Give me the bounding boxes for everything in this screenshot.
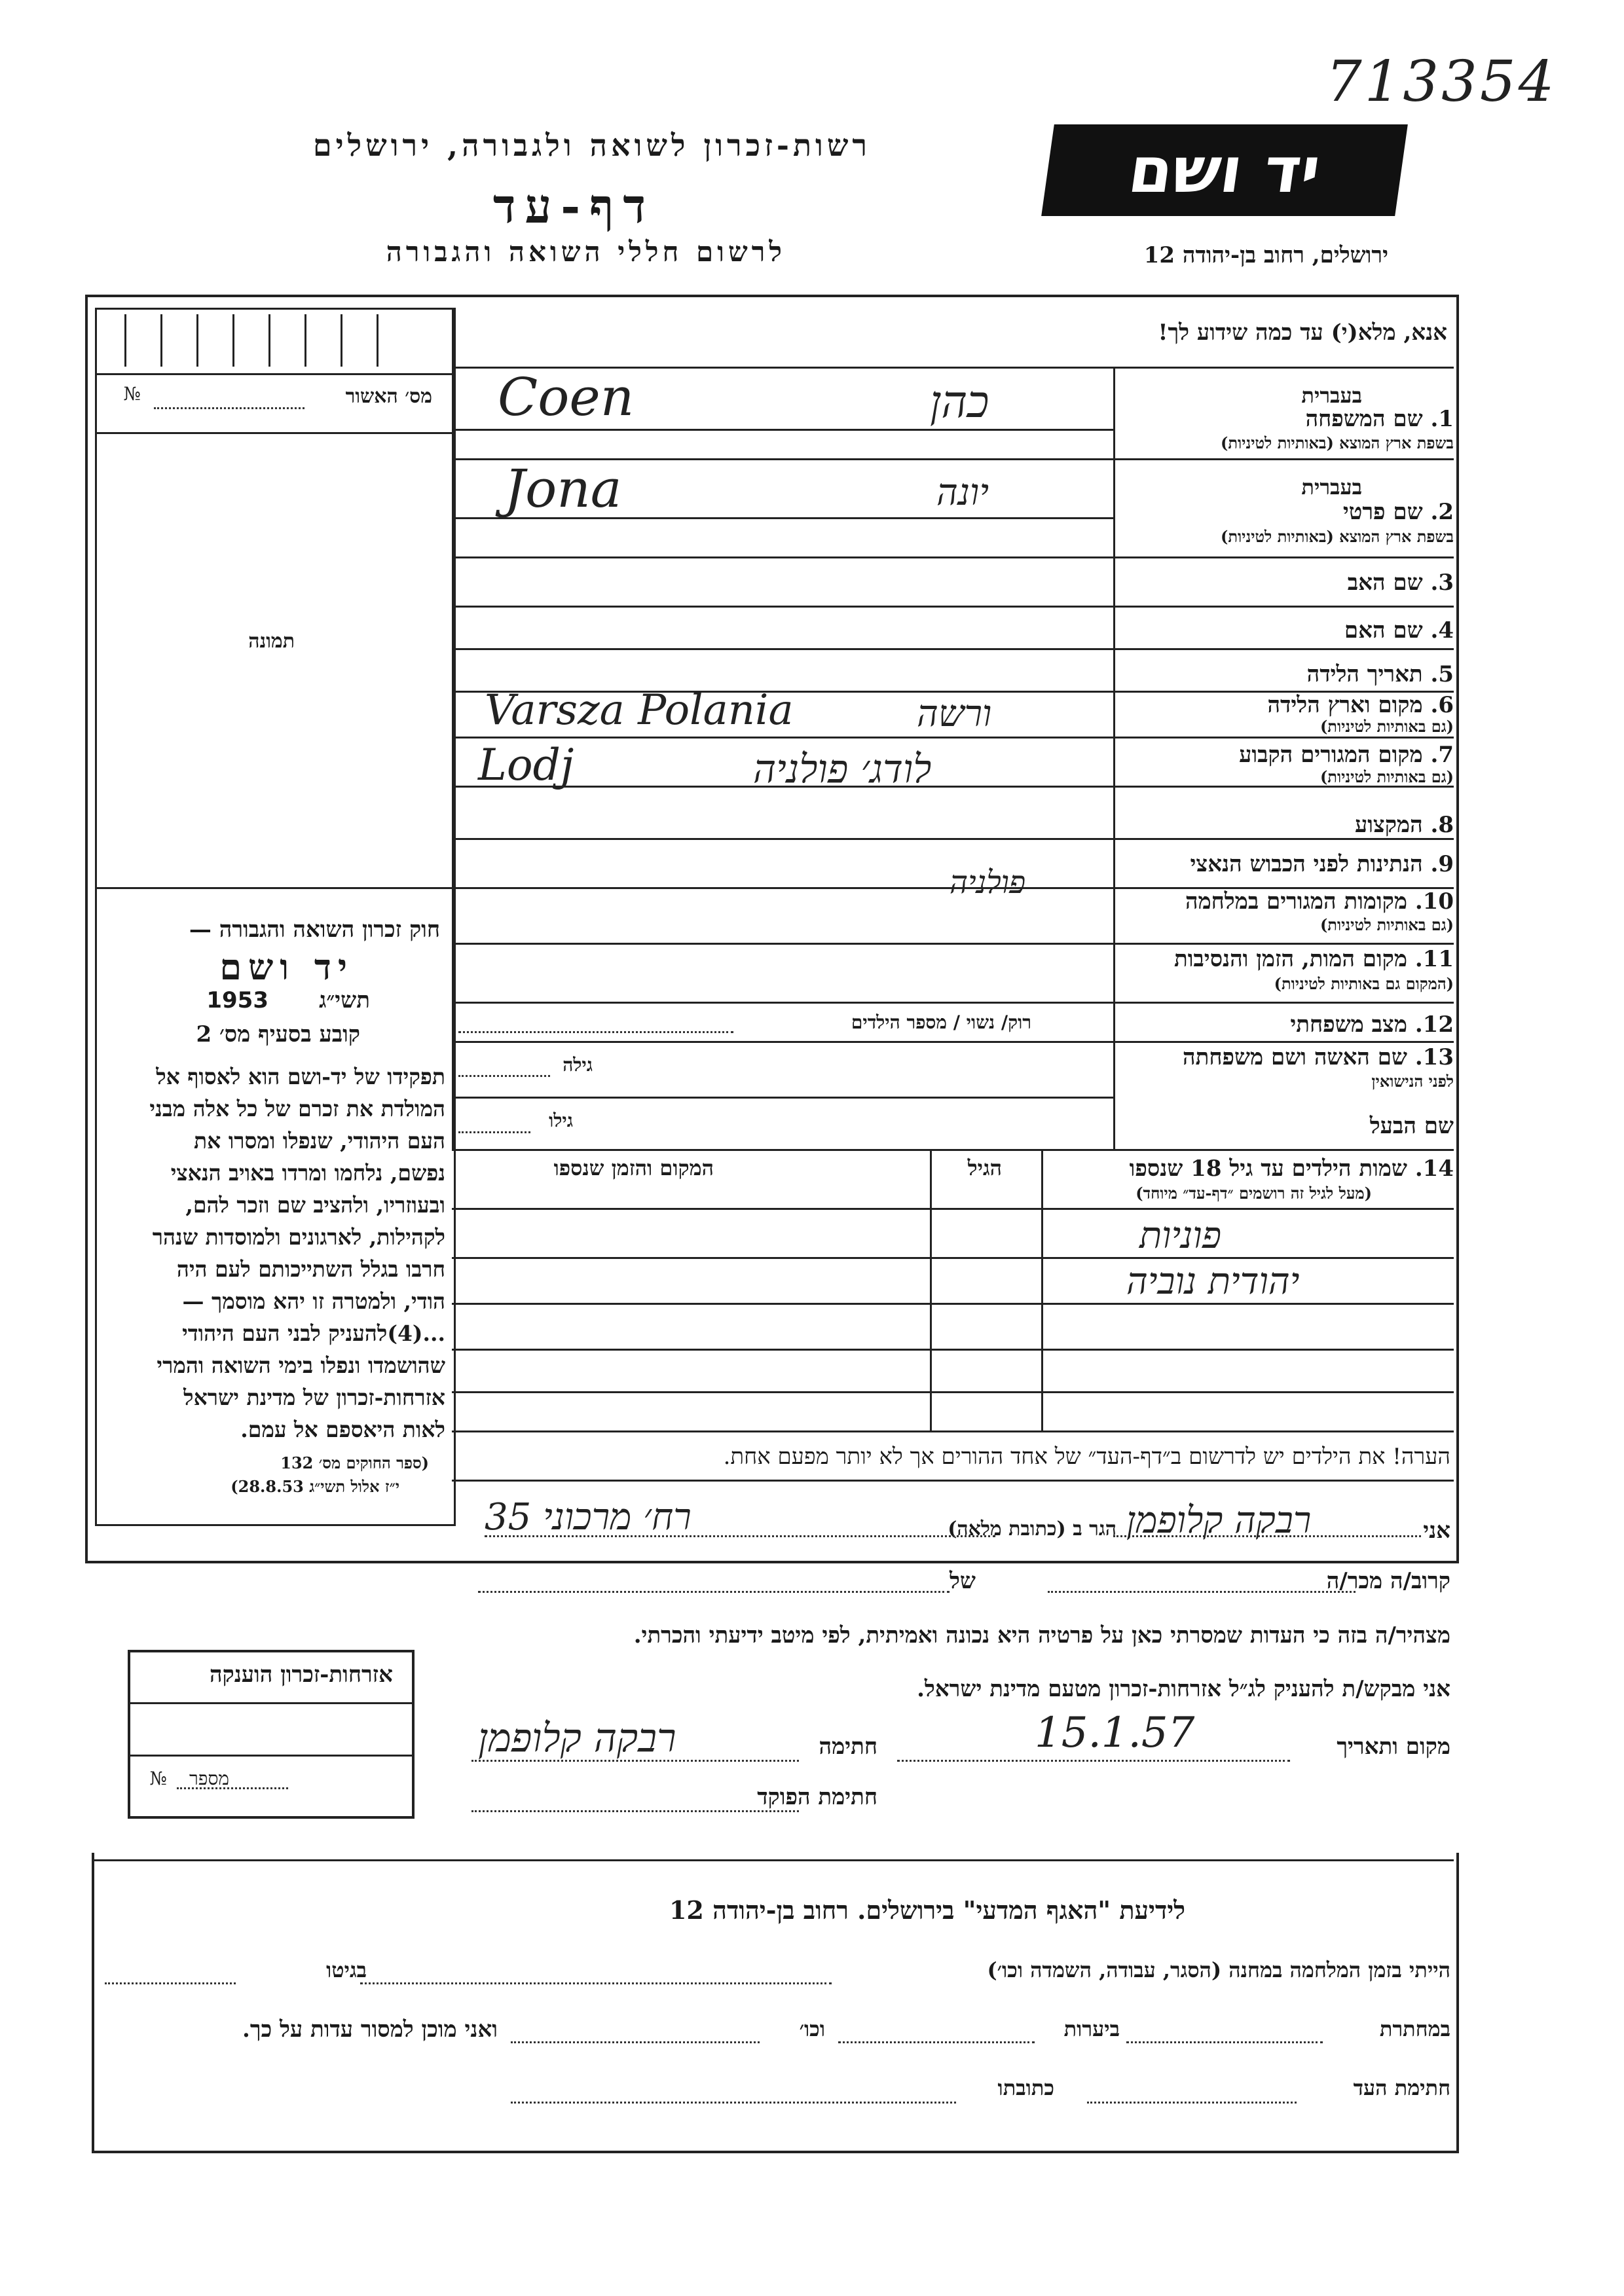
photo-label: תמונה — [248, 630, 295, 653]
address: ירושלים, רחוב בן-יהודה 12 — [1143, 242, 1388, 268]
fill-prompt: אנא, מלא(י) עד כמה שידוע לך! — [1158, 319, 1447, 346]
answer-birthplace-latin: Varsza Polania — [485, 686, 794, 735]
form-subtitle: לרשום חללי השואה והגבורה — [386, 236, 786, 268]
label-wife-sub: לפני הנישואין — [1371, 1072, 1454, 1091]
resides-label: הגר ב (כתובת מלאה) — [948, 1518, 1116, 1540]
law-name: יד ושם — [219, 946, 354, 988]
footer-line1-end: בגיטו — [326, 1958, 367, 1982]
witness-name: רבקה קלופמן — [1126, 1499, 1312, 1542]
answer-surname-heb: כהן — [930, 376, 989, 428]
logo-text: יד ושם — [1124, 134, 1325, 207]
footer-etc: וכו׳ — [799, 2016, 825, 2041]
citizenship-title: אזרחות-זכרון הוענקה — [210, 1662, 393, 1688]
approval-label: מס׳ האשור — [345, 385, 432, 408]
label-residence-sub: (גם באותיות לטיניות) — [1320, 767, 1454, 786]
footer-address-label: כתובתו — [997, 2075, 1054, 2100]
answer-nationality: פולניה — [950, 864, 1026, 901]
label-death: 11. מקום המות, הזמן והנסיבות — [1173, 946, 1454, 972]
marital-options: רוק/ נשוי / מספר הילדים — [851, 1011, 1031, 1033]
officer-signature-label: חתימת הפוקד — [757, 1784, 877, 1810]
law-year-heb: תשי״ג — [319, 987, 370, 1013]
col-place-header: המקום והזמן שנספו — [553, 1156, 714, 1180]
law-line: חרבו בגלל השתייכותם לעם היה — [176, 1256, 445, 1282]
signature: רבקה קלופמן — [478, 1715, 676, 1761]
label-children: 14. שמות הילדים עד גיל 18 שנספו — [1129, 1156, 1454, 1182]
label-surname: 1. שם המשפחה — [1305, 406, 1454, 432]
answer-child-1: פוניות — [1139, 1214, 1222, 1257]
answer-firstname-heb: יונה — [936, 471, 989, 514]
approval-digit-boxes — [124, 314, 452, 370]
label-war-residences: 10. מקומות המגורים במלחמה — [1185, 888, 1454, 915]
footer-witness-signature: חתימת העד — [1353, 2075, 1450, 2100]
answer-firstname-latin: Jona — [504, 458, 622, 519]
answer-child-2: יהודית נוביה — [1126, 1260, 1300, 1303]
form-title: דף-עד — [492, 178, 655, 234]
law-line: לאות היאספם אל עמם. — [240, 1417, 445, 1442]
law-line: נפשם, נלחמו ומרדו באויב הנאצי — [170, 1160, 445, 1186]
yad-vashem-logo — [1041, 124, 1408, 216]
law-line: המולדת את זכרם של כל אלה מבני — [149, 1096, 445, 1121]
label-surname-sub: בשפת ארץ המוצא (באותיות לטיניות) — [1221, 433, 1454, 452]
label-husband: שם הבעל — [1369, 1113, 1454, 1139]
archive-number: 713354 — [1326, 49, 1557, 115]
law-line: אזרחות-זכרון של מדינת ישראל — [183, 1385, 445, 1410]
label-birthplace-sub: (גם באותיות לטיניות) — [1320, 717, 1454, 736]
request: אני מבקש/ת להעניק לג״ל אזרחות-זכרון מטעם מדינת ישראל. — [917, 1676, 1450, 1702]
law-line: תפקידו של יד-ושם הוא לאסוף אל — [156, 1064, 445, 1089]
col-age-header: הגיל — [967, 1156, 1002, 1180]
label-mother: 4. שם האם — [1344, 617, 1454, 644]
law-line: הודי, ולמטרה זו יהא מוסמך — — [182, 1288, 445, 1314]
label-residence: 7. מקום המגורים הקבוע — [1239, 742, 1454, 768]
label-firstname: 2. שם פרטי — [1342, 499, 1454, 525]
children-note: הערה! את הילדים יש לדרשום ב״דף-העד״ של אחד ההורים אך לא יותר מפעם אחת. — [723, 1444, 1450, 1470]
label-father: 3. שם האב — [1347, 570, 1454, 596]
label-nationality: 9. הנתינות לפני הכבוש הנאצי — [1190, 851, 1454, 877]
place-date-label: מקום ותאריך — [1337, 1734, 1450, 1760]
law-line: שהושמדו ונפלו בימי השואה והמרי — [157, 1353, 445, 1378]
law-line: העם היהודי, שנפלו ומסרו את — [194, 1128, 445, 1154]
relative-label: קרוב/ה מכר/ה — [1326, 1568, 1450, 1594]
statement: מצהיר/ה בזה כי העדות שמסרתי כאן על פרטיה היא נכונה ואמיתית, לפי מיטב ידיעתי והכרתי. — [633, 1622, 1450, 1649]
law-year: 1953 — [206, 987, 268, 1013]
answer-birthplace-heb: ורשה — [917, 693, 992, 735]
i-label: אני — [1423, 1518, 1450, 1544]
law-ref-1: (ספר החוקים מס׳ 132 — [280, 1453, 429, 1472]
footer-forests: ביערות — [1063, 2016, 1120, 2041]
footer-underground: במחתרת — [1379, 2016, 1450, 2041]
label-death-sub: (המקום גם באותיות לטיניות) — [1274, 974, 1454, 993]
answer-residence-latin: Lodj — [478, 740, 574, 790]
citizenship-number-label: מספר — [189, 1768, 229, 1789]
label-birthdate: 5. תאריך הלידה — [1306, 661, 1454, 687]
citizenship-no-sign: № — [149, 1768, 167, 1789]
husband-age-label: גילו — [549, 1110, 573, 1131]
law-line: לקהילות, לארגונים ולמוסדות שנהר — [152, 1224, 445, 1250]
label-marital: 12. מצב משפחתי — [1290, 1011, 1454, 1038]
label-children-sub: (מעל לגיל זה רושמים ״דף-עד״ מיוחד) — [1135, 1184, 1372, 1203]
label-birthplace: 6. מקום וארץ הלידה — [1267, 692, 1454, 718]
law-ref-2: י״ז אלול תשי״ג 28.8.53) — [231, 1477, 399, 1496]
of-label: של — [950, 1568, 976, 1594]
law-title: חוק זכרון השואה והגבורה — — [189, 917, 440, 943]
footer-ready: ואני מוכן למסור עדות על כך. — [242, 2016, 498, 2043]
signature-label: חתימה — [819, 1734, 877, 1760]
law-line: ...(4)להעניק לבני העם היהודי — [182, 1321, 445, 1346]
answer-residence-heb: לודג׳ פולניה — [753, 746, 932, 792]
footer-line1: הייתי בזמן המלחמה במחנה (הסגר, עבודה, השמדה וכו׳) — [987, 1958, 1450, 1982]
approval-no-sign: № — [123, 383, 141, 405]
in-hebrew-1: בעברית — [1301, 383, 1362, 408]
law-line: ובעוזריו, ולהציב שם וזכר להם, — [185, 1192, 445, 1218]
witness-address: רח׳ מרכוני 35 — [485, 1496, 692, 1539]
authority-name: רשות-זכרון לשואה ולגבורה, ירושלים — [312, 128, 871, 163]
law-text — [98, 1061, 445, 1446]
label-firstname-sub: בשפת ארץ המוצא (באותיות לטיניות) — [1221, 527, 1454, 546]
in-hebrew-2: בעברית — [1301, 475, 1362, 500]
label-profession: 8. המקצוע — [1354, 812, 1454, 838]
wife-age-label: גילה — [563, 1054, 593, 1076]
answer-surname-latin: Coen — [498, 367, 635, 428]
label-war-residences-sub: (גם באותיות לטיניות) — [1320, 915, 1454, 934]
date-value: 15.1.57 — [1035, 1709, 1195, 1757]
label-wife: 13. שם האשה ושם משפחתה — [1183, 1044, 1454, 1070]
law-clause: קובע בסעיף מס׳ 2 — [196, 1021, 360, 1048]
footer-title: לידיעת "האגף המדעי" בירושלים. רחוב בן-יהודה 12 — [669, 1895, 1185, 1925]
